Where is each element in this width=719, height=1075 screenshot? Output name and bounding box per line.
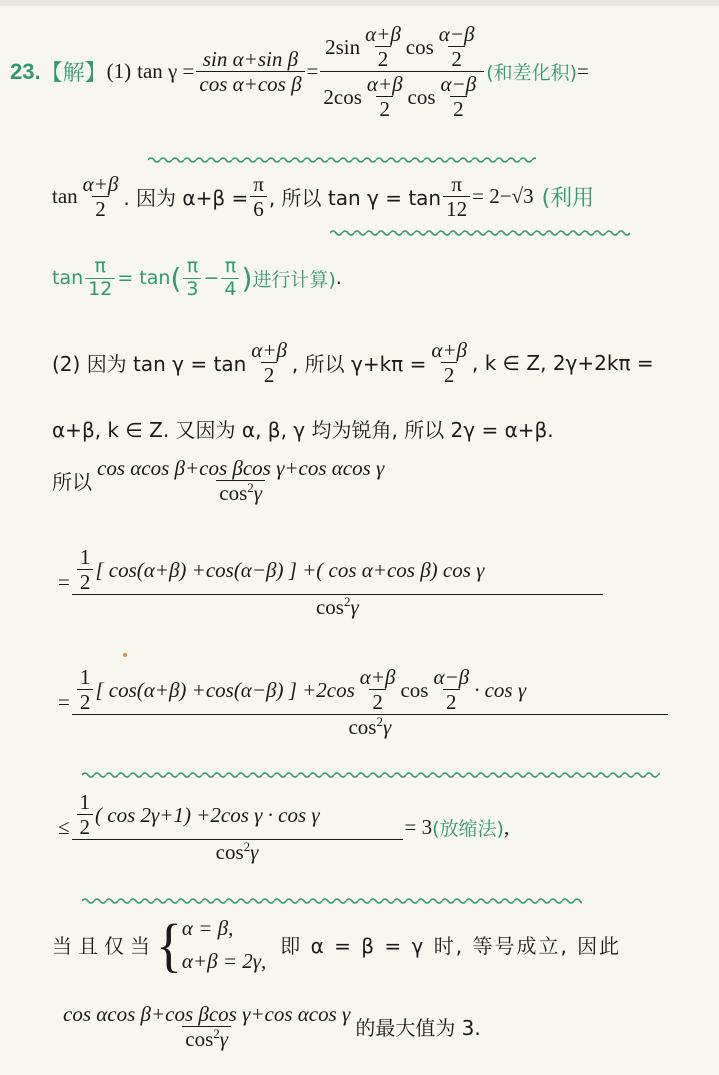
part2-expression: 所以 $\frac{\text{cos αcos β+cos βcos γ+cos αcos γ}}{\cos^2\gamma}$ [52, 456, 385, 506]
tan-gamma: tan γ = [137, 59, 195, 84]
problem-number: 23. [10, 58, 41, 84]
equality-conditions: 当且仅当 { α = β, α+β = 2γ, 即 α = β = γ 时, 等号成立, 因此 [52, 911, 622, 978]
part1-line2: tan $\frac{\alpha+\beta}{2}$ . 因为 α+β = $\frac{\pi}{6}$ , 所以 tan γ = tan $\frac{\pi}{12}$ = 2−√3 (利用 [52, 172, 595, 222]
note-scaling: (放缩法) [432, 817, 504, 840]
step-3: ≤ $\frac{1}{2}$ ( cos 2γ+1) +2cos γ · cos γ $\cos^2\gamma$ = 3 (放缩法) , [58, 790, 510, 865]
note-sum-to-product: (和差化积) [486, 62, 578, 85]
note-use: (利用 [541, 186, 595, 212]
ink-mark [123, 653, 127, 657]
wavy-underline-4 [82, 896, 582, 906]
final-conclusion: $\frac{\text{cos αcos β+cos βcos γ+cos αcos γ}}{\cos^2\gamma}$ 的最大值为 3. [63, 1002, 481, 1052]
solution-tag: 【解】 [40, 60, 107, 86]
part1-line1: 23. 【解】 (1) tan γ = $\frac{\text{sin α+sin β}}{\text{cos α+cos β}}$ = 2sin $\frac{\alpha+\beta}{2}$ cos $\frac{\alpha-\beta}{2}$ 2cos $\frac{\alpha+\beta}{2}$ cos $\frac{\alpha-\beta}{2}$ (和差化积) = [10, 22, 589, 122]
fraction-sin-over-cos: $\frac{\text{sin α+sin β}}{\text{cos α+cos β}}$ [196, 47, 304, 96]
top-border [0, 0, 719, 6]
wavy-underline-3 [82, 770, 660, 780]
wavy-underline-1 [148, 155, 536, 165]
part2-line1: (2) 因为 tan γ = tan $\frac{\alpha+\beta}{2}$ , 所以 γ+kπ = $\frac{\alpha+\beta}{2}$ , k ∈ Z, 2γ+2kπ = [52, 338, 654, 388]
part2-line2: α+β, k ∈ Z. 又因为 α, β, γ 均为锐角, 所以 2γ = α+β. [52, 418, 554, 442]
part1-label: (1) [106, 59, 132, 84]
step-1: = $\frac{1}{2}$ [ cos(α+β) +cos(α−β) ] +( cos α+cos β) cos γ $\cos^2\gamma$ [58, 545, 605, 619]
wavy-underline-2 [330, 228, 630, 238]
fraction-sum-to-product: 2sin $\frac{\alpha+\beta}{2}$ cos $\frac{\alpha-\beta}{2}$ 2cos $\frac{\alpha+\beta}{2}$ cos $\frac{\alpha-\beta}{2}$ [320, 22, 484, 122]
step-2: = $\frac{1}{2}$ [ cos(α+β) +cos(α−β) ] +2cos $\frac{\alpha+\beta}{2}$ cos $\frac{\alpha-\beta}{2}$ · cos γ $\cos^2\gamma$ [58, 665, 670, 739]
part1-line3: tan $\frac{\pi}{12}$ = tan ( $\frac{\pi}{3}$ − $\frac{\pi}{4}$ ) 进行计算) . [52, 255, 342, 300]
